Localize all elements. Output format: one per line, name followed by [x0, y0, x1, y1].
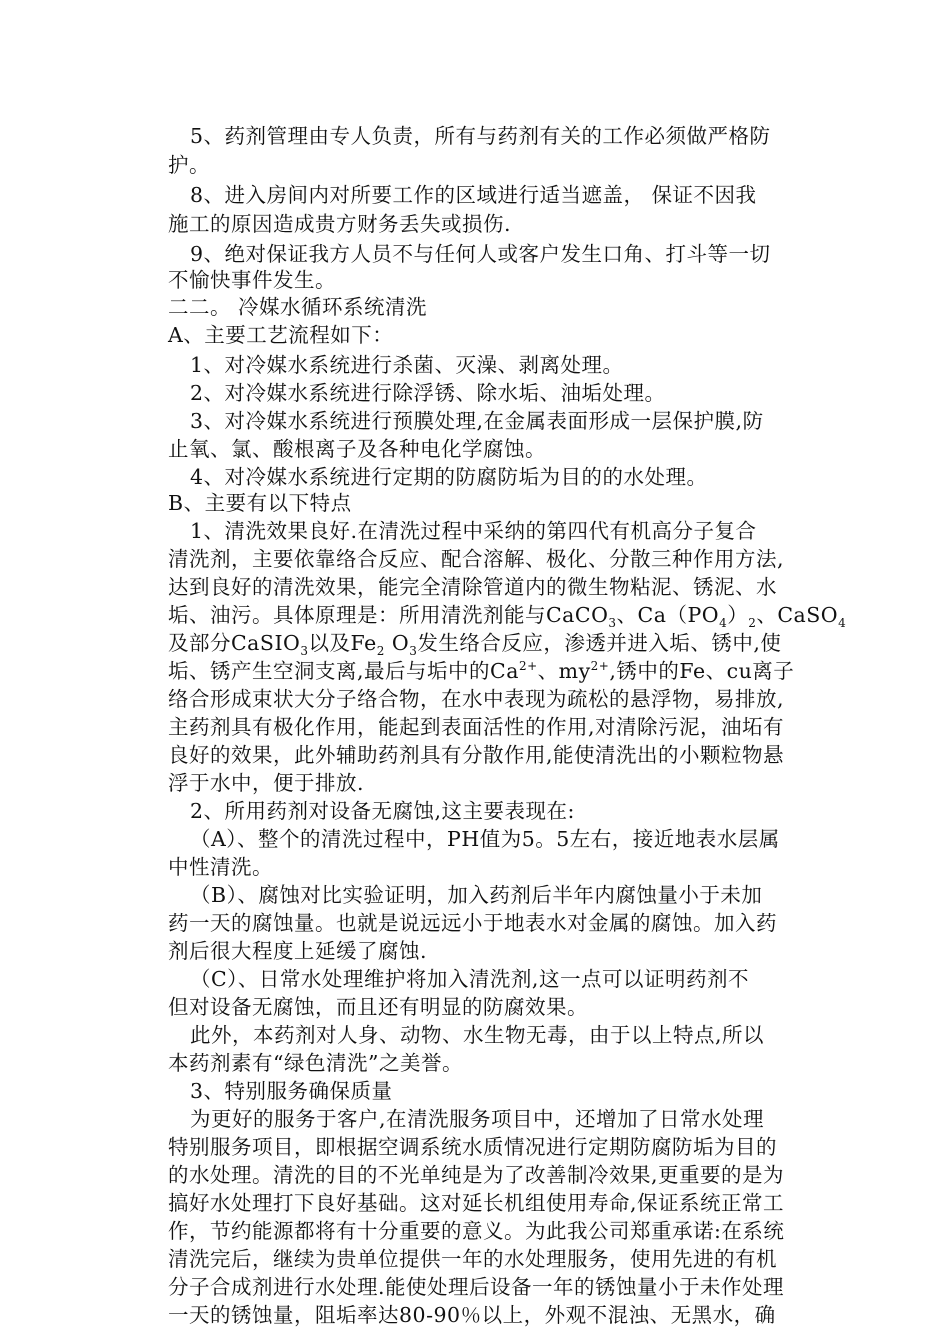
text-line: 清洗剂，主要依靠络合反应、配合溶解、极化、分散三种作用方法, [168, 547, 785, 571]
text-line: 2、对冷媒水系统进行除浮锈、除水垢、油垢处理。 [190, 381, 666, 405]
text-line: 1、对冷媒水系统进行杀菌、灭澡、剥离处理。 [190, 353, 624, 377]
text-line: 清洗完后，继续为贵单位提供一年的水处理服务，使用先进的有机 [168, 1247, 777, 1271]
formula-line: 及部分CaSIO$_3$以及$Fe_2$ $O_3$发生络合反应，渗透并进入垢、锈中,使 [168, 631, 782, 659]
text-line: （C）、日常水处理维护将加入清洗剂,这一点可以证明药剂不 [190, 967, 749, 991]
text-line: 4、对冷媒水系统进行定期的防腐防垢为目的的水处理。 [190, 465, 708, 489]
text-line: 护。 [168, 153, 210, 177]
text-line: 浮于水中，便于排放. [168, 771, 365, 795]
text-line: （B）、腐蚀对比实验证明，加入药剂后半年内腐蚀量小于未加 [190, 883, 763, 907]
text-line: 的水处理。清洗的目的不光单纯是为了改善制冷效果,更重要的是为 [168, 1163, 785, 1187]
text-line: 9、绝对保证我方人员不与任何人或客户发生口角、打斗等一切 [190, 242, 771, 266]
text-line: 2、所用药剂对设备无腐蚀,这主要表现在: [190, 799, 575, 823]
section-heading: 二二。 冷媒水循环系统清洗 [168, 295, 428, 319]
text-line: 良好的效果，此外辅助药剂具有分散作用,能使清洗出的小颗粒物悬 [168, 743, 785, 767]
text-line: 5、药剂管理由专人负责，所有与药剂有关的工作必须做严格防 [190, 124, 771, 148]
text-line: 络合形成束状大分子络合物，在水中表现为疏松的悬浮物，易排放, [168, 687, 785, 711]
text-line: 不愉快事件发生。 [168, 268, 336, 292]
text-line: 分子合成剂进行水处理.能使处理后设备一年的锈蚀量小于未作处理 [168, 1275, 785, 1299]
text-line: 一天的锈蚀量，阻垢率达80-90％以上，外观不混浊、无黑水，确 [168, 1303, 776, 1327]
text-line: 搞好水处理打下良好基础。这对延长机组使用寿命,保证系统正常工 [168, 1191, 785, 1215]
text-line: 中性清洗。 [168, 855, 273, 879]
subsection-heading: A、主要工艺流程如下： [168, 323, 394, 347]
formula-line: 垢、油污。具体原理是：所用清洗剂能与CaCO$_3$、$Ca(PO_4)_2$、CaSO$_4$ [168, 603, 847, 631]
text-line: 施工的原因造成贵方财务丢失或损伤. [168, 212, 512, 236]
text-line: 止氧、氯、酸根离子及各种电化学腐蚀。 [168, 437, 546, 461]
formula-line: 垢、锈产生空洞支离,最后与垢中的$Ca^{2+}$、$my^{2+}$,锈中的Fe、cu离子 [168, 659, 795, 683]
text-line: 达到良好的清洗效果，能完全清除管道内的微生物粘泥、锈泥、水 [168, 575, 777, 599]
text-line: （A）、整个的清洗过程中，PH值为5。5左右，接近地表水层属 [190, 827, 780, 851]
text-line: 主药剂具有极化作用，能起到表面活性的作用,对清除污泥，油坧有 [168, 715, 785, 739]
text-line: 特别服务项目，即根据空调系统水质情况进行定期防腐防垢为目的 [168, 1135, 777, 1159]
text-line: 此外，本药剂对人身、动物、水生物无毒，由于以上特点,所以 [190, 1023, 765, 1047]
text-line: 但对设备无腐蚀，而且还有明显的防腐效果。 [168, 995, 588, 1019]
text-line: 1、清洗效果良好.在清洗过程中采纳的第四代有机高分子复合 [190, 519, 757, 543]
subsection-heading: B、主要有以下特点 [168, 491, 352, 515]
text-line: 本药剂素有“绿色清洗”之美誉。 [168, 1051, 463, 1075]
text-line: 作，节约能源都将有十分重要的意义。为此我公司郑重承诺:在系统 [168, 1219, 785, 1243]
text-line: 药一天的腐蚀量。也就是说远远小于地表水对金属的腐蚀。加入药 [168, 911, 777, 935]
text-line: 8、进入房间内对所要工作的区域进行适当遮盖， 保证不因我 [190, 183, 757, 207]
text-line: 3、对冷媒水系统进行预膜处理,在金属表面形成一层保护膜,防 [190, 409, 764, 433]
text-line: 剂后很大程度上延缓了腐蚀. [168, 939, 428, 963]
text-line: 3、特别服务确保质量 [190, 1079, 393, 1103]
text-line: 为更好的服务于客户,在清洗服务项目中，还增加了日常水处理 [190, 1107, 765, 1131]
